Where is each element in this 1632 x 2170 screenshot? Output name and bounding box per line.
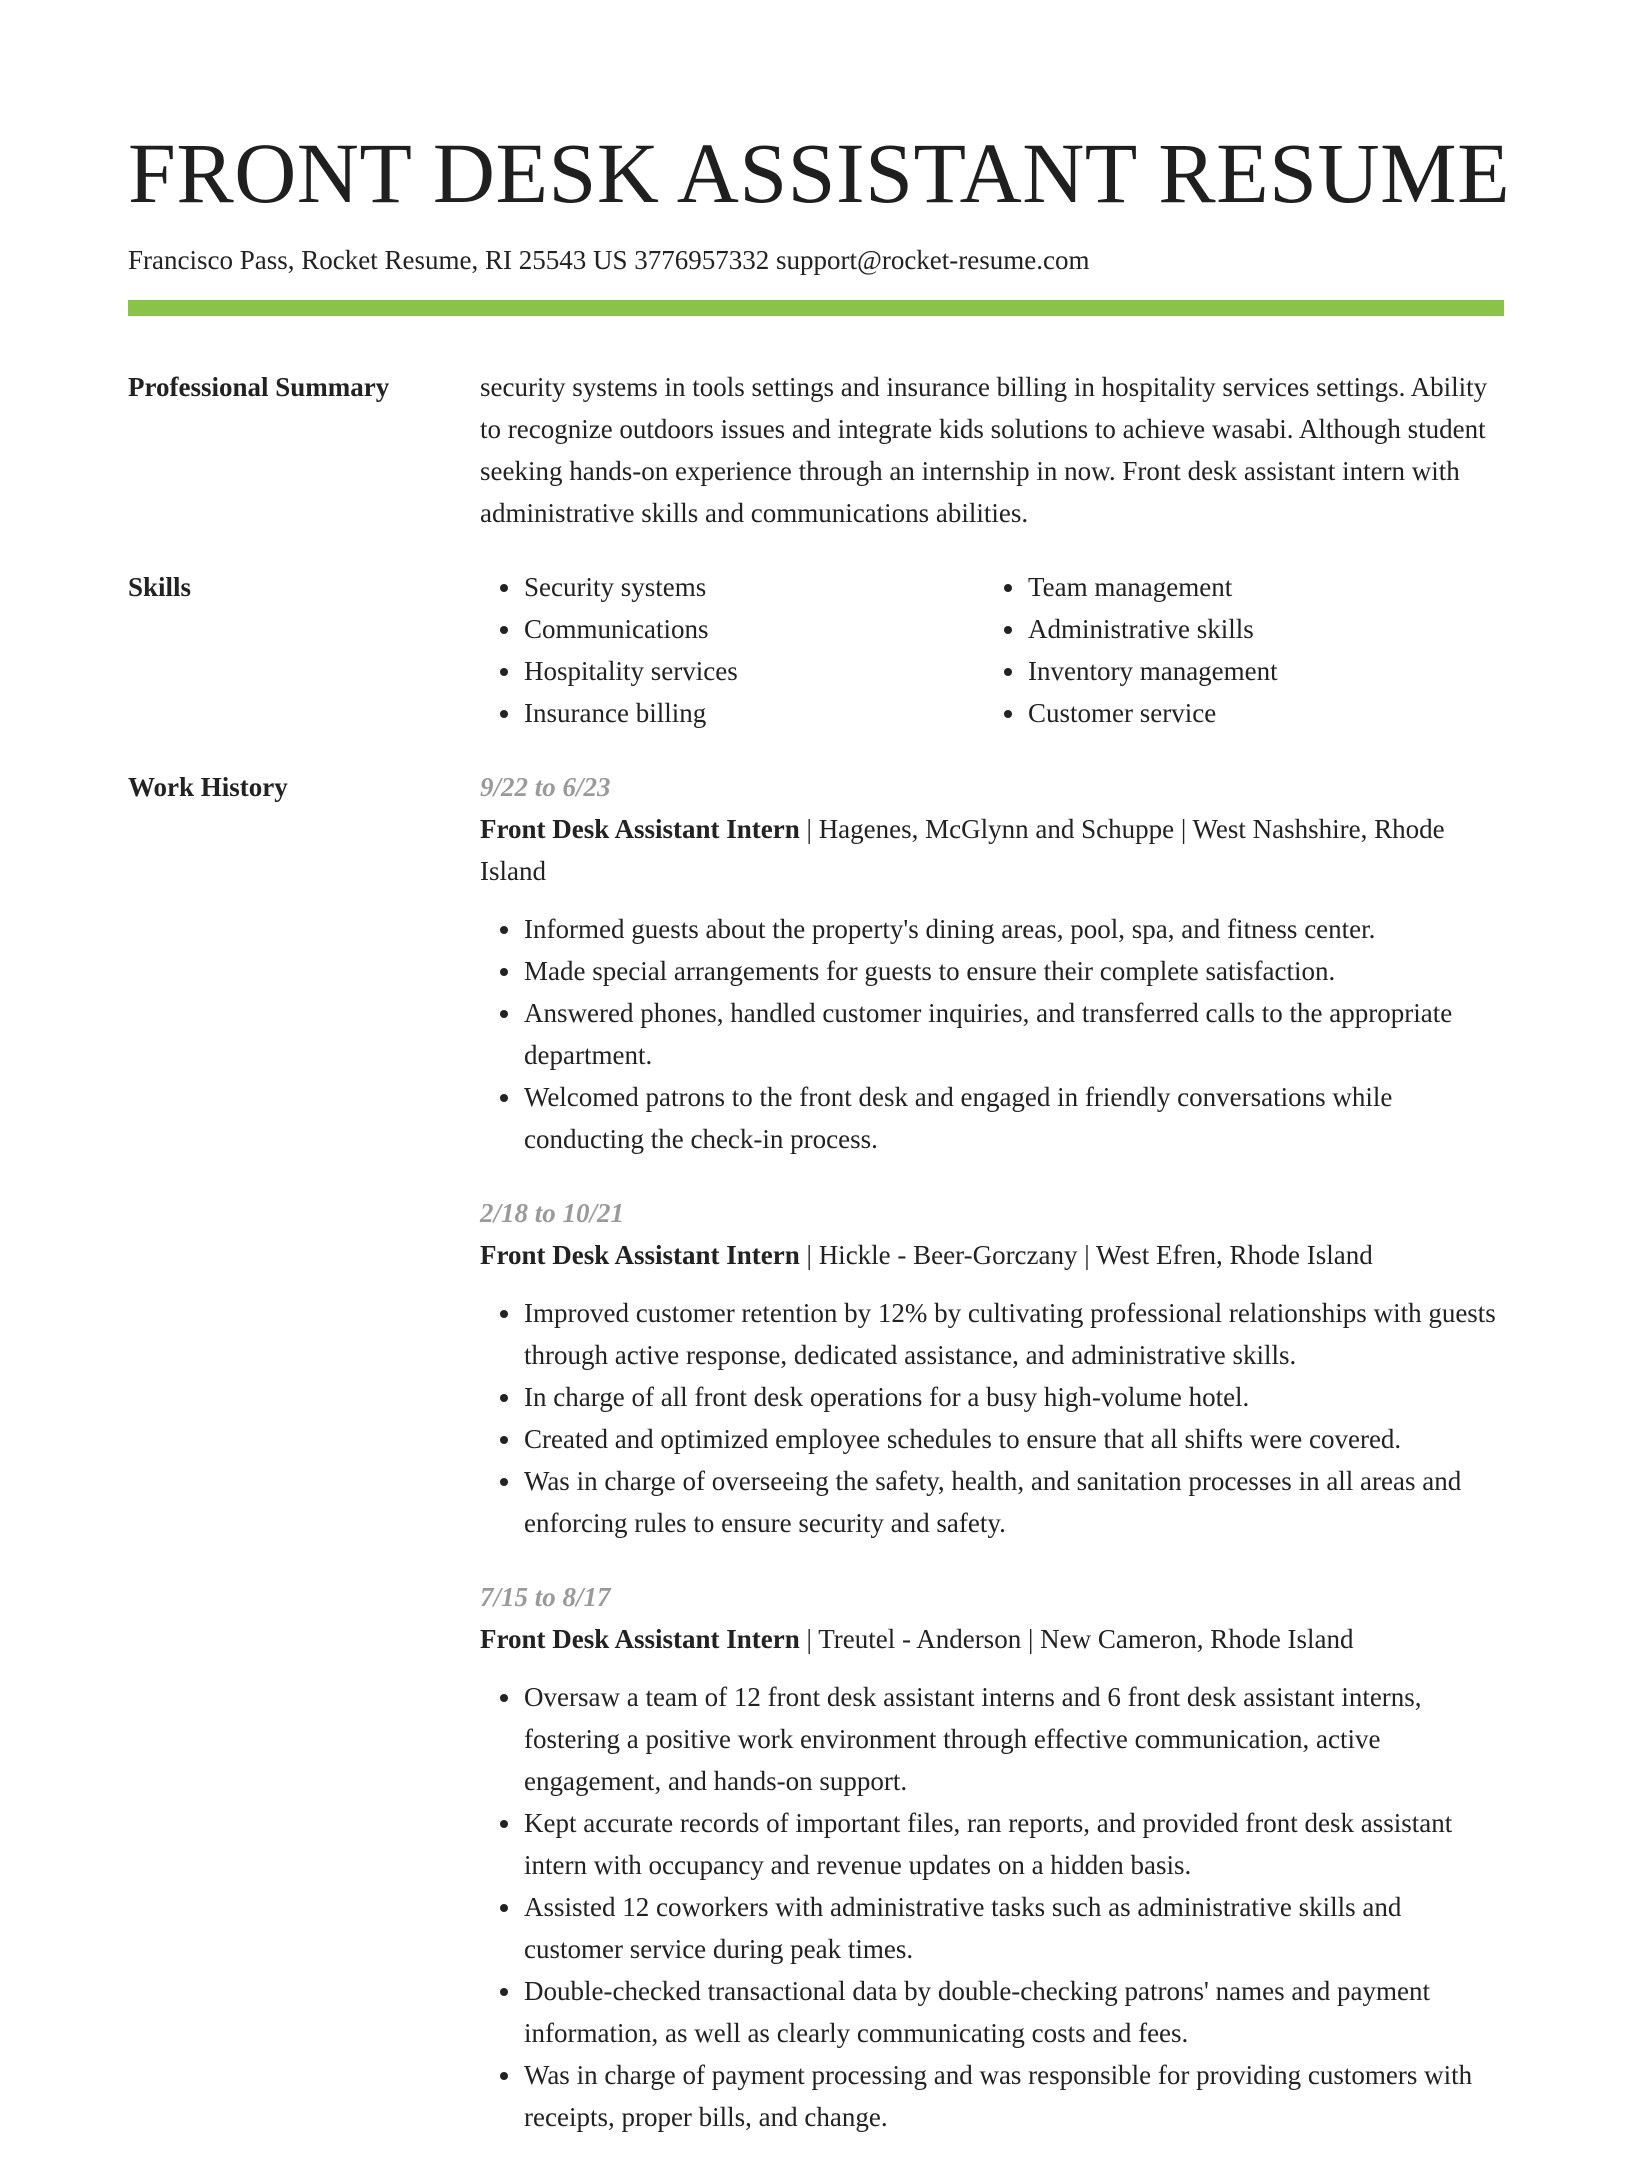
job-dates: 2/18 to 10/21 [480,1198,625,1228]
skill-item: Security systems [524,566,984,608]
job-bullet: Oversaw a team of 12 front desk assistant interns and 6 front desk assistant interns, fostering a positive work environment through effective communication, active engagement, and hands-on support. [524,1676,1504,1802]
work-history-label: Work History [128,772,288,802]
job-entry [480,1576,1504,2138]
skills-grid [480,566,1504,734]
job-bullets [480,1292,1504,1544]
job-separator: | [1077,1240,1096,1270]
job-dates: 7/15 to 8/17 [480,1582,611,1612]
job-separator: | [799,1240,819,1270]
job-entry [480,1192,1504,1544]
skills-column-left [480,566,984,734]
job-location: New Cameron, Rhode Island [1040,1624,1354,1654]
skill-item: Insurance billing [524,692,984,734]
job-separator: | [799,1624,819,1654]
job-heading [480,808,1504,892]
job-bullet: Was in charge of payment processing and was responsible for providing customers with receipts, proper bills, and change. [524,2054,1504,2138]
skill-item: Hospitality services [524,650,984,692]
job-bullet: Informed guests about the property's dining areas, pool, spa, and fitness center. [524,908,1504,950]
job-company: Hickle - Beer-Gorczany [818,1240,1078,1270]
skills-section [128,566,1504,734]
job-title: Front Desk Assistant Intern [480,814,800,844]
job-bullet: Improved customer retention by 12% by cultivating professional relationships with guests through active response, dedicated assistance, and administrative skills. [524,1292,1504,1376]
job-location: West Nashshire, Rhode Island [480,814,1445,886]
job-bullet: Created and optimized employee schedules to ensure that all shifts were covered. [524,1418,1504,1460]
job-separator: | [799,814,819,844]
job-bullet: Double-checked transactional data by double-checking patrons' names and payment information, as well as clearly communicating costs and fees. [524,1970,1504,2054]
job-heading [480,1618,1504,1660]
job-bullet: Answered phones, handled customer inquiries, and transferred calls to the appropriate department. [524,992,1504,1076]
accent-divider [128,300,1504,316]
job-separator: | [1174,814,1193,844]
job-company: Treutel - Anderson [818,1624,1022,1654]
job-dates: 9/22 to 6/23 [480,772,611,802]
job-bullet: Was in charge of overseeing the safety, health, and sanitation processes in all areas and enforcing rules to ensure security and safety. [524,1460,1504,1544]
job-bullets [480,908,1504,1160]
summary-section [128,366,1504,534]
job-entry [480,766,1504,1160]
work-history-section [128,766,1504,2170]
job-company: Hagenes, McGlynn and Schuppe [818,814,1175,844]
skill-item: Team management [1028,566,1488,608]
skill-item: Administrative skills [1028,608,1488,650]
summary-text: security systems in tools settings and insurance billing in hospitality services settings. Ability to recognize outdoors issues and integrate kids solutions to achieve wasabi. Although student seeking hands-on experience through an internship in now. Front desk assistant intern with administrative skills and communications abilities. [480,372,1488,528]
job-bullet: Welcomed patrons to the front desk and engaged in friendly conversations while conducting the check-in process. [524,1076,1504,1160]
skills-column-right [984,566,1488,734]
job-bullet: Made special arrangements for guests to ensure their complete satisfaction. [524,950,1504,992]
job-bullet: Kept accurate records of important files, ran reports, and provided front desk assistant intern with occupancy and revenue updates on a hidden basis. [524,1802,1504,1886]
job-separator: | [1021,1624,1041,1654]
resume-page [128,0,1511,2170]
contact-line: Francisco Pass, Rocket Resume, RI 25543 US 3776957332 support@rocket-resume.com [128,245,1090,275]
resume-title: FRONT DESK ASSISTANT RESUME [128,125,1511,221]
skill-item: Inventory management [1028,650,1488,692]
job-title: Front Desk Assistant Intern [480,1624,800,1654]
skill-item: Communications [524,608,984,650]
skill-item: Customer service [1028,692,1488,734]
job-title: Front Desk Assistant Intern [480,1240,800,1270]
job-bullets [480,1676,1504,2138]
job-bullet: Assisted 12 coworkers with administrative tasks such as administrative skills and customer service during peak times. [524,1886,1504,1970]
skills-label: Skills [128,572,192,602]
job-location: West Efren, Rhode Island [1095,1240,1373,1270]
summary-label: Professional Summary [128,372,390,402]
job-bullet: In charge of all front desk operations for a busy high-volume hotel. [524,1376,1504,1418]
job-heading [480,1234,1504,1276]
work-history-list [480,766,1504,2170]
